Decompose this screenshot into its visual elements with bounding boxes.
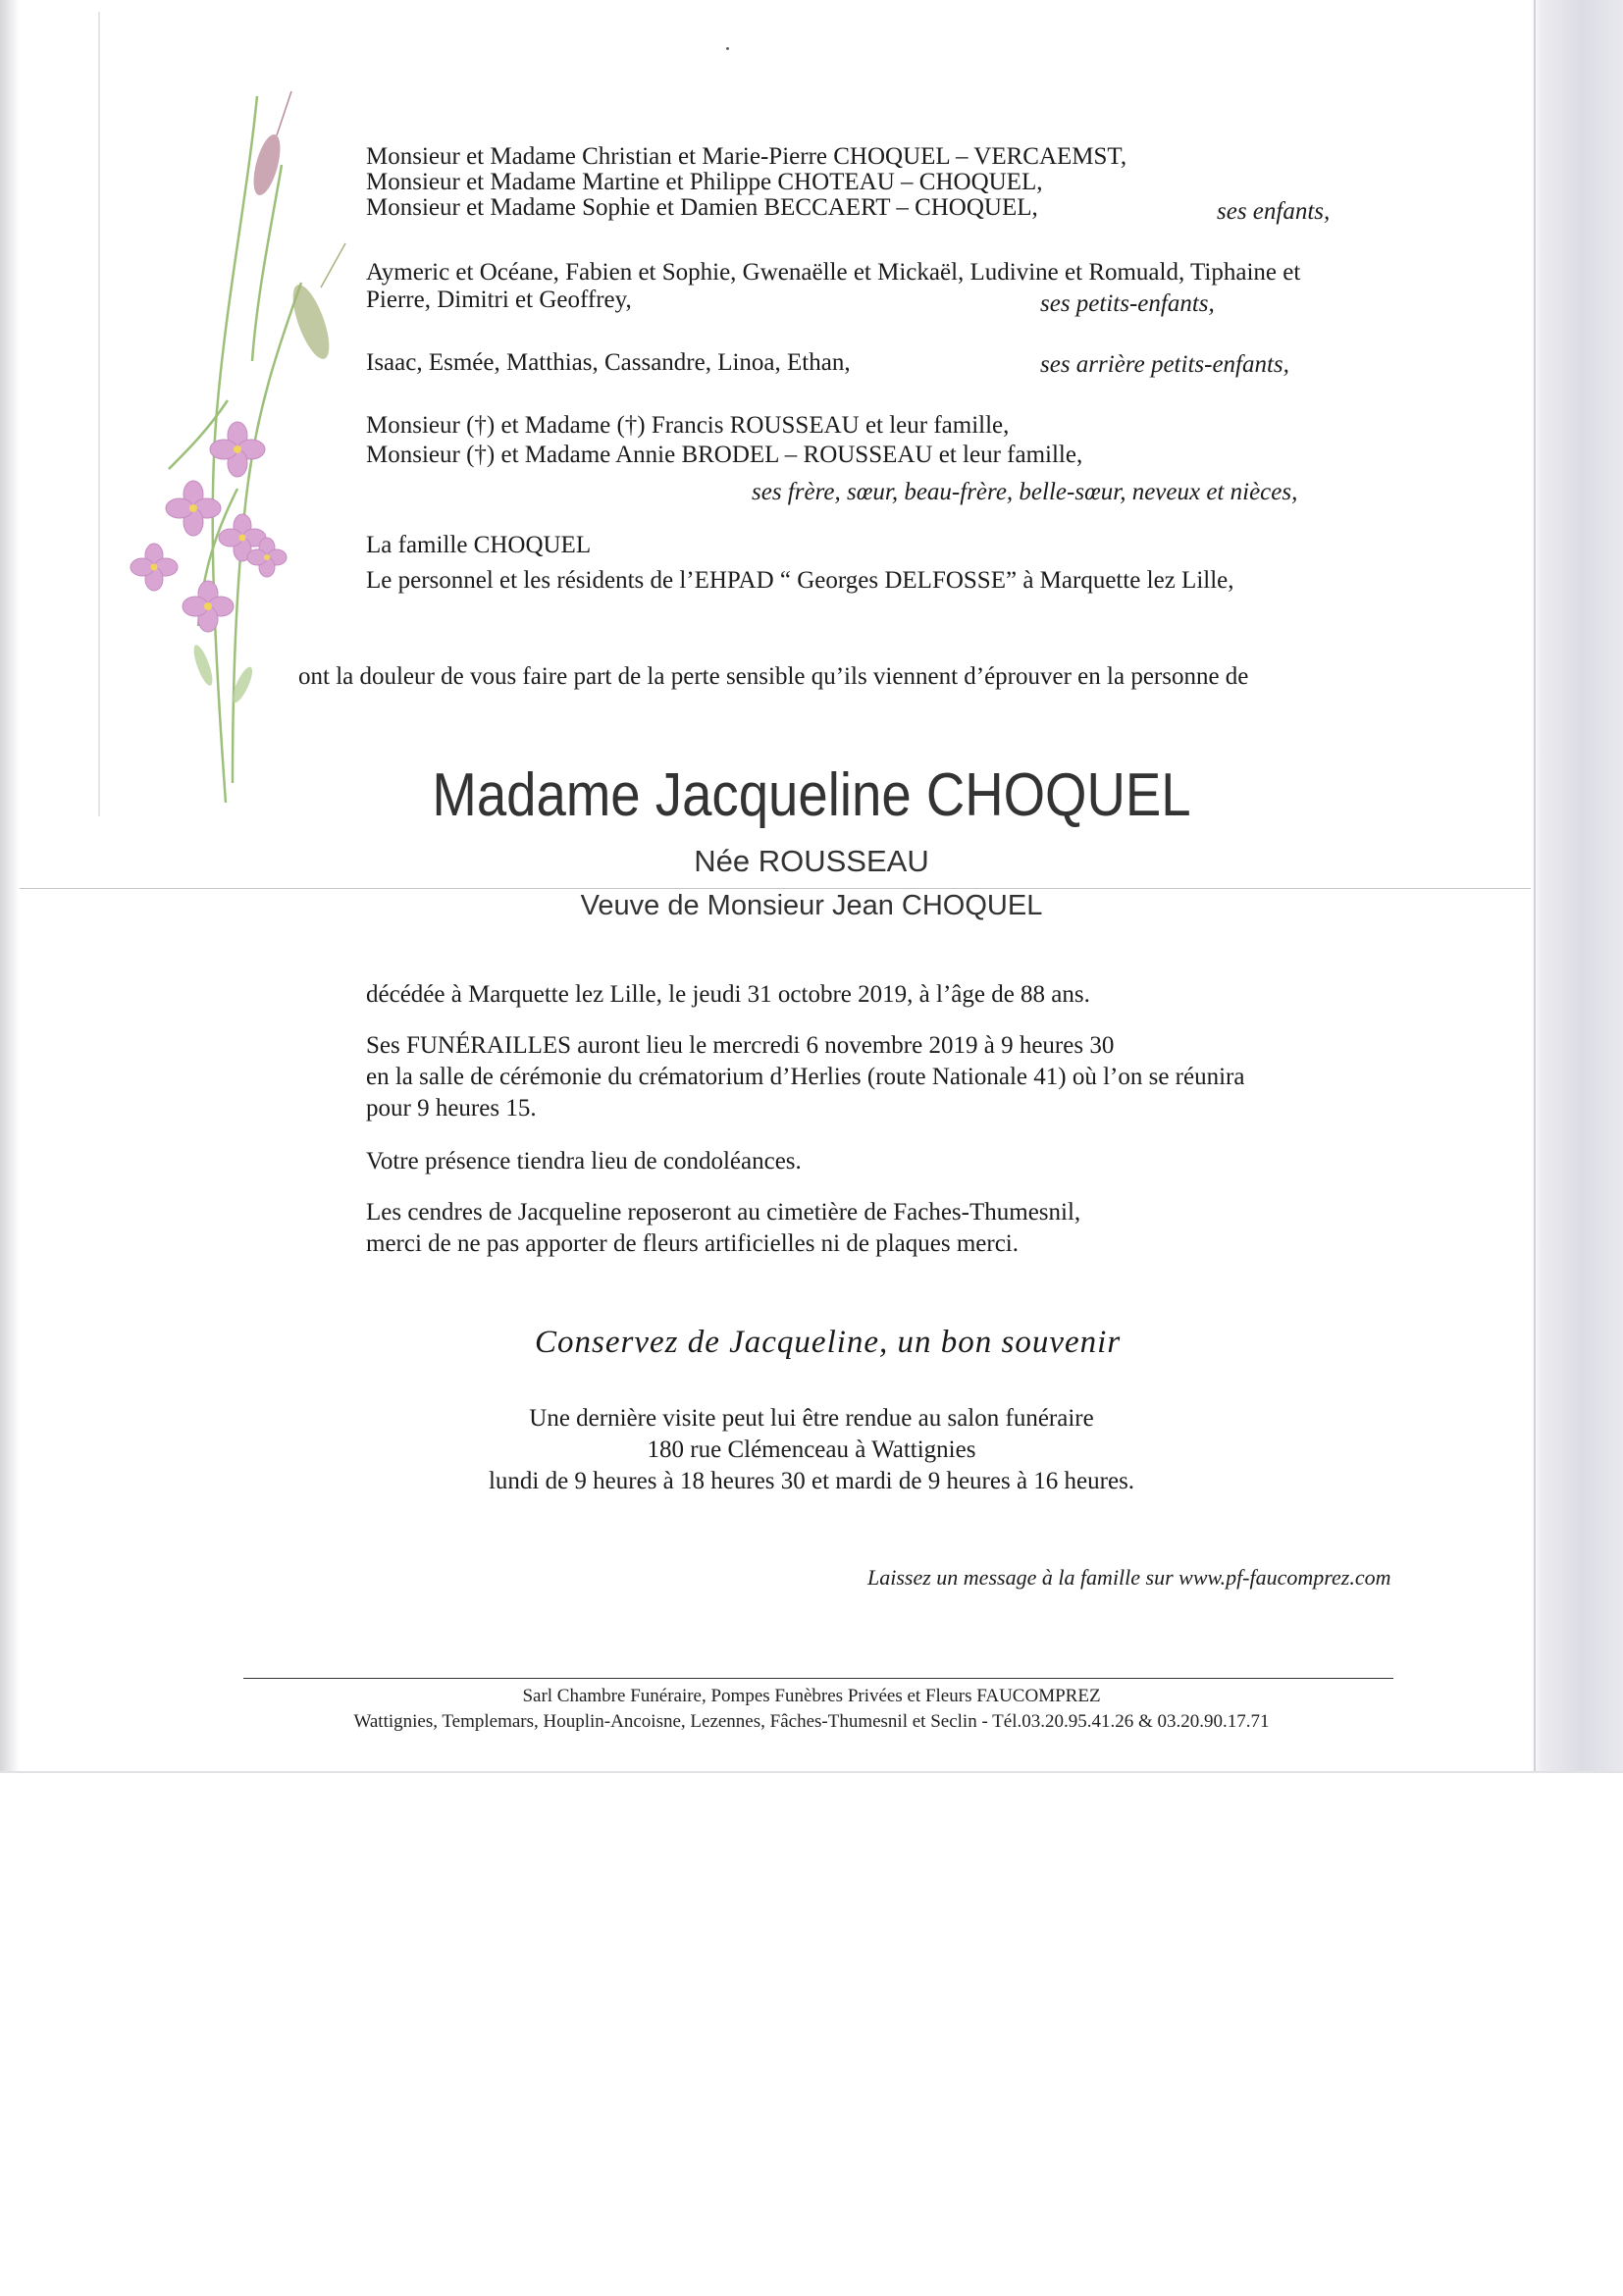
birth-name: Née ROUSSEAU	[694, 844, 929, 878]
ashes-line-1: Les cendres de Jacqueline reposeront au cimetière de Faches-Thumesnil,	[366, 1199, 1081, 1226]
message-link[interactable]: Laissez un message à la famille sur www.pf-faucomprez.com	[867, 1565, 1391, 1590]
child-3: Monsieur et Madame Sophie et Damien BECCAERT – CHOQUEL,	[366, 194, 1038, 221]
other-2: Le personnel et les résidents de l’EHPAD “ Georges DELFOSSE” à Marquette lez Lille,	[366, 567, 1234, 594]
dust-speck	[726, 47, 729, 50]
scan-left-shadow	[98, 12, 100, 816]
violet-flowers	[131, 422, 287, 632]
child-2: Monsieur et Madame Martine et Philippe CHOTEAU – CHOQUEL,	[366, 169, 1043, 195]
visit-line-2: 180 rue Clémenceau à Wattignies	[647, 1436, 976, 1463]
scan-bottom-edge	[0, 1771, 1623, 1773]
widow-of: Veuve de Monsieur Jean CHOQUEL	[580, 890, 1043, 921]
condolences-note: Votre présence tiendra lieu de condoléances.	[366, 1148, 802, 1174]
footer-company: Sarl Chambre Funéraire, Pompes Funèbres Privées et Fleurs FAUCOMPREZ	[522, 1686, 1101, 1706]
leaves	[190, 643, 256, 704]
announcement: ont la douleur de vous faire part de la perte sensible qu’ils viennent d’éprouver en la personne de	[298, 663, 1249, 690]
ashes-line-2: merci de ne pas apporter de fleurs artificielles ni de plaques merci.	[366, 1230, 1019, 1257]
grandchildren-role: ses petits-enfants,	[1040, 290, 1215, 317]
funeral-line-1: Ses FUNÉRAILLES auront lieu le mercredi 6 novembre 2019 à 9 heures 30	[366, 1032, 1115, 1059]
memory-script: Conservez de Jacqueline, un bon souvenir	[535, 1325, 1122, 1360]
flower-illustration	[110, 77, 355, 822]
siblings-role: ses frère, sœur, beau-frère, belle-sœur, neveux et nièces,	[752, 479, 1298, 505]
child-1: Monsieur et Madame Christian et Marie-Pierre CHOQUEL – VERCAEMST,	[366, 143, 1127, 170]
visit-line-3: lundi de 9 heures à 18 heures 30 et mardi de 9 heures à 16 heures.	[488, 1468, 1135, 1494]
footer-locations: Wattignies, Templemars, Houplin-Ancoisne, Lezennes, Fâches-Thumesnil et Seclin - Tél.03.20.95.41.26 & 03.20.90.17.71	[353, 1711, 1270, 1732]
grandchildren-line-2: Pierre, Dimitri et Geoffrey,	[366, 287, 632, 313]
deceased-name: Madame Jacqueline CHOQUEL	[432, 761, 1191, 829]
other-1: La famille CHOQUEL	[366, 532, 592, 558]
funeral-line-3: pour 9 heures 15.	[366, 1095, 537, 1122]
sibling-1: Monsieur (†) et Madame (†) Francis ROUSSEAU et leur famille,	[366, 412, 1010, 439]
great-grandchildren-role: ses arrière petits-enfants,	[1040, 351, 1289, 378]
children-role: ses enfants,	[1217, 198, 1331, 225]
grandchildren-line-1: Aymeric et Océane, Fabien et Sophie, Gwenaëlle et Mickaël, Ludivine et Romuald, Tiphaine et	[366, 259, 1301, 286]
visit-line-1: Une dernière visite peut lui être rendue au salon funéraire	[529, 1405, 1094, 1432]
great-grandchildren: Isaac, Esmée, Matthias, Cassandre, Linoa, Ethan,	[366, 349, 851, 376]
death-details: décédée à Marquette lez Lille, le jeudi 31 octobre 2019, à l’âge de 88 ans.	[366, 981, 1090, 1008]
funeral-line-2: en la salle de cérémonie du crématorium d’Herlies (route Nationale 41) où l’on se réunira	[366, 1064, 1245, 1090]
wheat-ears	[248, 91, 345, 363]
footer-divider	[243, 1678, 1393, 1679]
scan-right-edge	[1531, 0, 1623, 1771]
sibling-2: Monsieur (†) et Madame Annie BRODEL – ROUSSEAU et leur famille,	[366, 442, 1083, 468]
scan-right-shadow	[1534, 0, 1536, 1771]
scan-left-edge	[0, 0, 20, 1771]
